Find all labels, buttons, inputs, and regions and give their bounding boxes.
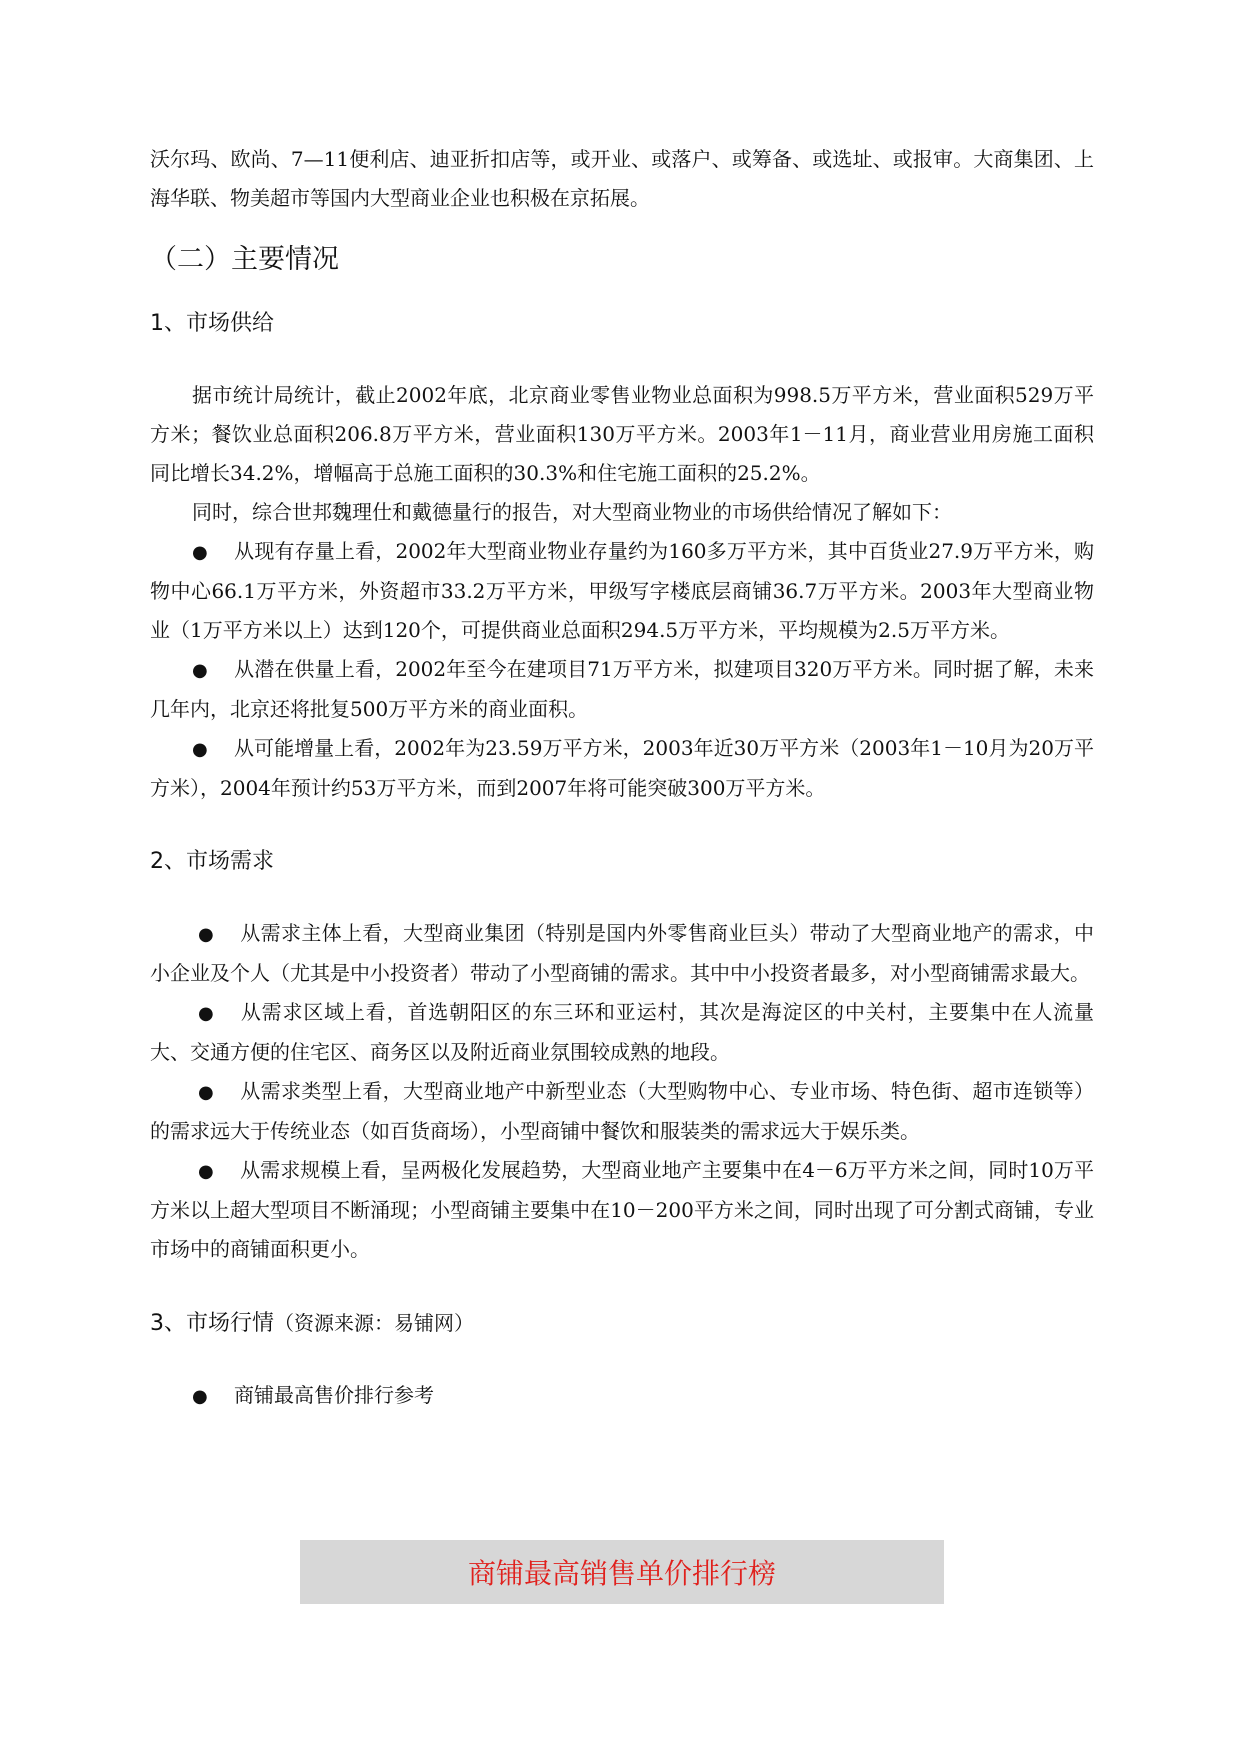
demand-bullet-3-text: 从需求类型上看，大型商业地产中新型业态（大型购物中心、专业市场、特色街、超市连锁等）的需求远大于传统业态（如百货商场），小型商铺中餐饮和服装类的需求远大于娱乐类。 <box>150 1079 1094 1143</box>
ranking-banner <box>300 1540 944 1604</box>
market-heading <box>150 1305 1094 1342</box>
bullet-dot-icon: ● <box>198 1003 214 1024</box>
supply-bullet-1 <box>150 532 1094 650</box>
demand-bullet-1 <box>150 914 1094 993</box>
demand-bullet-4 <box>150 1151 1094 1269</box>
market-bullet <box>150 1376 1094 1416</box>
supply-bullet-1-text: 从现有存量上看，2002年大型商业物业存量约为160多万平方米，其中百货业27.9万平方米，购物中心66.1万平方米，外资超市33.2万平方米，甲级写字楼底层商铺36.7万平方米。2003年大型商业物业（1万平方米以上）达到120个，可提供商业总面积294.5万平方米，平均规模为2.5万平方米。 <box>150 539 1094 642</box>
ranking-banner-title: 商铺最高销售单价排行榜 <box>467 1557 776 1590</box>
market-heading-text: 3、市场行情 <box>150 1311 274 1336</box>
demand-heading: 2、市场需求 <box>150 849 274 874</box>
demand-bullet-2 <box>150 993 1094 1072</box>
document-page <box>150 140 1094 1416</box>
bullet-dot-icon: ● <box>192 660 208 681</box>
supply-bullet-2 <box>150 650 1094 729</box>
intro-paragraph: 沃尔玛、欧尚、7—11便利店、迪亚折扣店等，或开业、或落户、或筹备、或选址、或报审。大商集团、上海华联、物美超市等国内大型商业企业也积极在京拓展。 <box>150 147 1094 210</box>
supply-paragraph-2: 同时，综合世邦魏理仕和戴德量行的报告，对大型商业物业的市场供给情况了解如下： <box>192 500 952 524</box>
supply-heading: 1、市场供给 <box>150 311 274 336</box>
bullet-dot-icon: ● <box>192 739 208 760</box>
supply-bullet-3-text: 从可能增量上看，2002年为23.59万平方米，2003年近30万平方米（2003年1－10月为20万平方米），2004年预计约53万平方米，而到2007年将可能突破300万平方米。 <box>150 736 1094 800</box>
market-bullet-text: 商铺最高售价排行参考 <box>234 1383 434 1407</box>
demand-bullet-1-text: 从需求主体上看，大型商业集团（特别是国内外零售商业巨头）带动了大型商业地产的需求，中小企业及个人（尤其是中小投资者）带动了小型商铺的需求。其中中小投资者最多，对小型商铺需求最大。 <box>150 921 1094 985</box>
supply-bullet-2-text: 从潜在供量上看，2002年至今在建项目71万平方米，拟建项目320万平方米。同时据了解，未来几年内，北京还将批复500万平方米的商业面积。 <box>150 657 1094 721</box>
bullet-dot-icon: ● <box>198 1161 214 1182</box>
demand-bullet-2-text: 从需求区域上看，首选朝阳区的东三环和亚运村，其次是海淀区的中关村，主要集中在人流量大、交通方便的住宅区、商务区以及附近商业氛围较成熟的地段。 <box>150 1000 1094 1064</box>
supply-bullet-3 <box>150 729 1094 808</box>
section-title: （二）主要情况 <box>150 244 339 275</box>
market-source-note: （资源来源：易铺网） <box>274 1311 474 1335</box>
bullet-dot-icon: ● <box>198 1082 214 1103</box>
demand-bullet-4-text: 从需求规模上看，呈两极化发展趋势，大型商业地产主要集中在4－6万平方米之间，同时10万平方米以上超大型项目不断涌现；小型商铺主要集中在10－200平方米之间，同时出现了可分割式商铺，专业市场中的商铺面积更小。 <box>150 1158 1094 1261</box>
demand-bullet-3 <box>150 1072 1094 1151</box>
supply-paragraph-1: 据市统计局统计，截止2002年底，北京商业零售业物业总面积为998.5万平方米，营业面积529万平方米；餐饮业总面积206.8万平方米，营业面积130万平方米。2003年1－11月，商业营业用房施工面积同比增长34.2%，增幅高于总施工面积的30.3%和住宅施工面积的25.2%。 <box>150 383 1094 485</box>
bullet-dot-icon: ● <box>192 1386 208 1407</box>
bullet-dot-icon: ● <box>192 542 208 563</box>
bullet-dot-icon: ● <box>198 924 214 945</box>
